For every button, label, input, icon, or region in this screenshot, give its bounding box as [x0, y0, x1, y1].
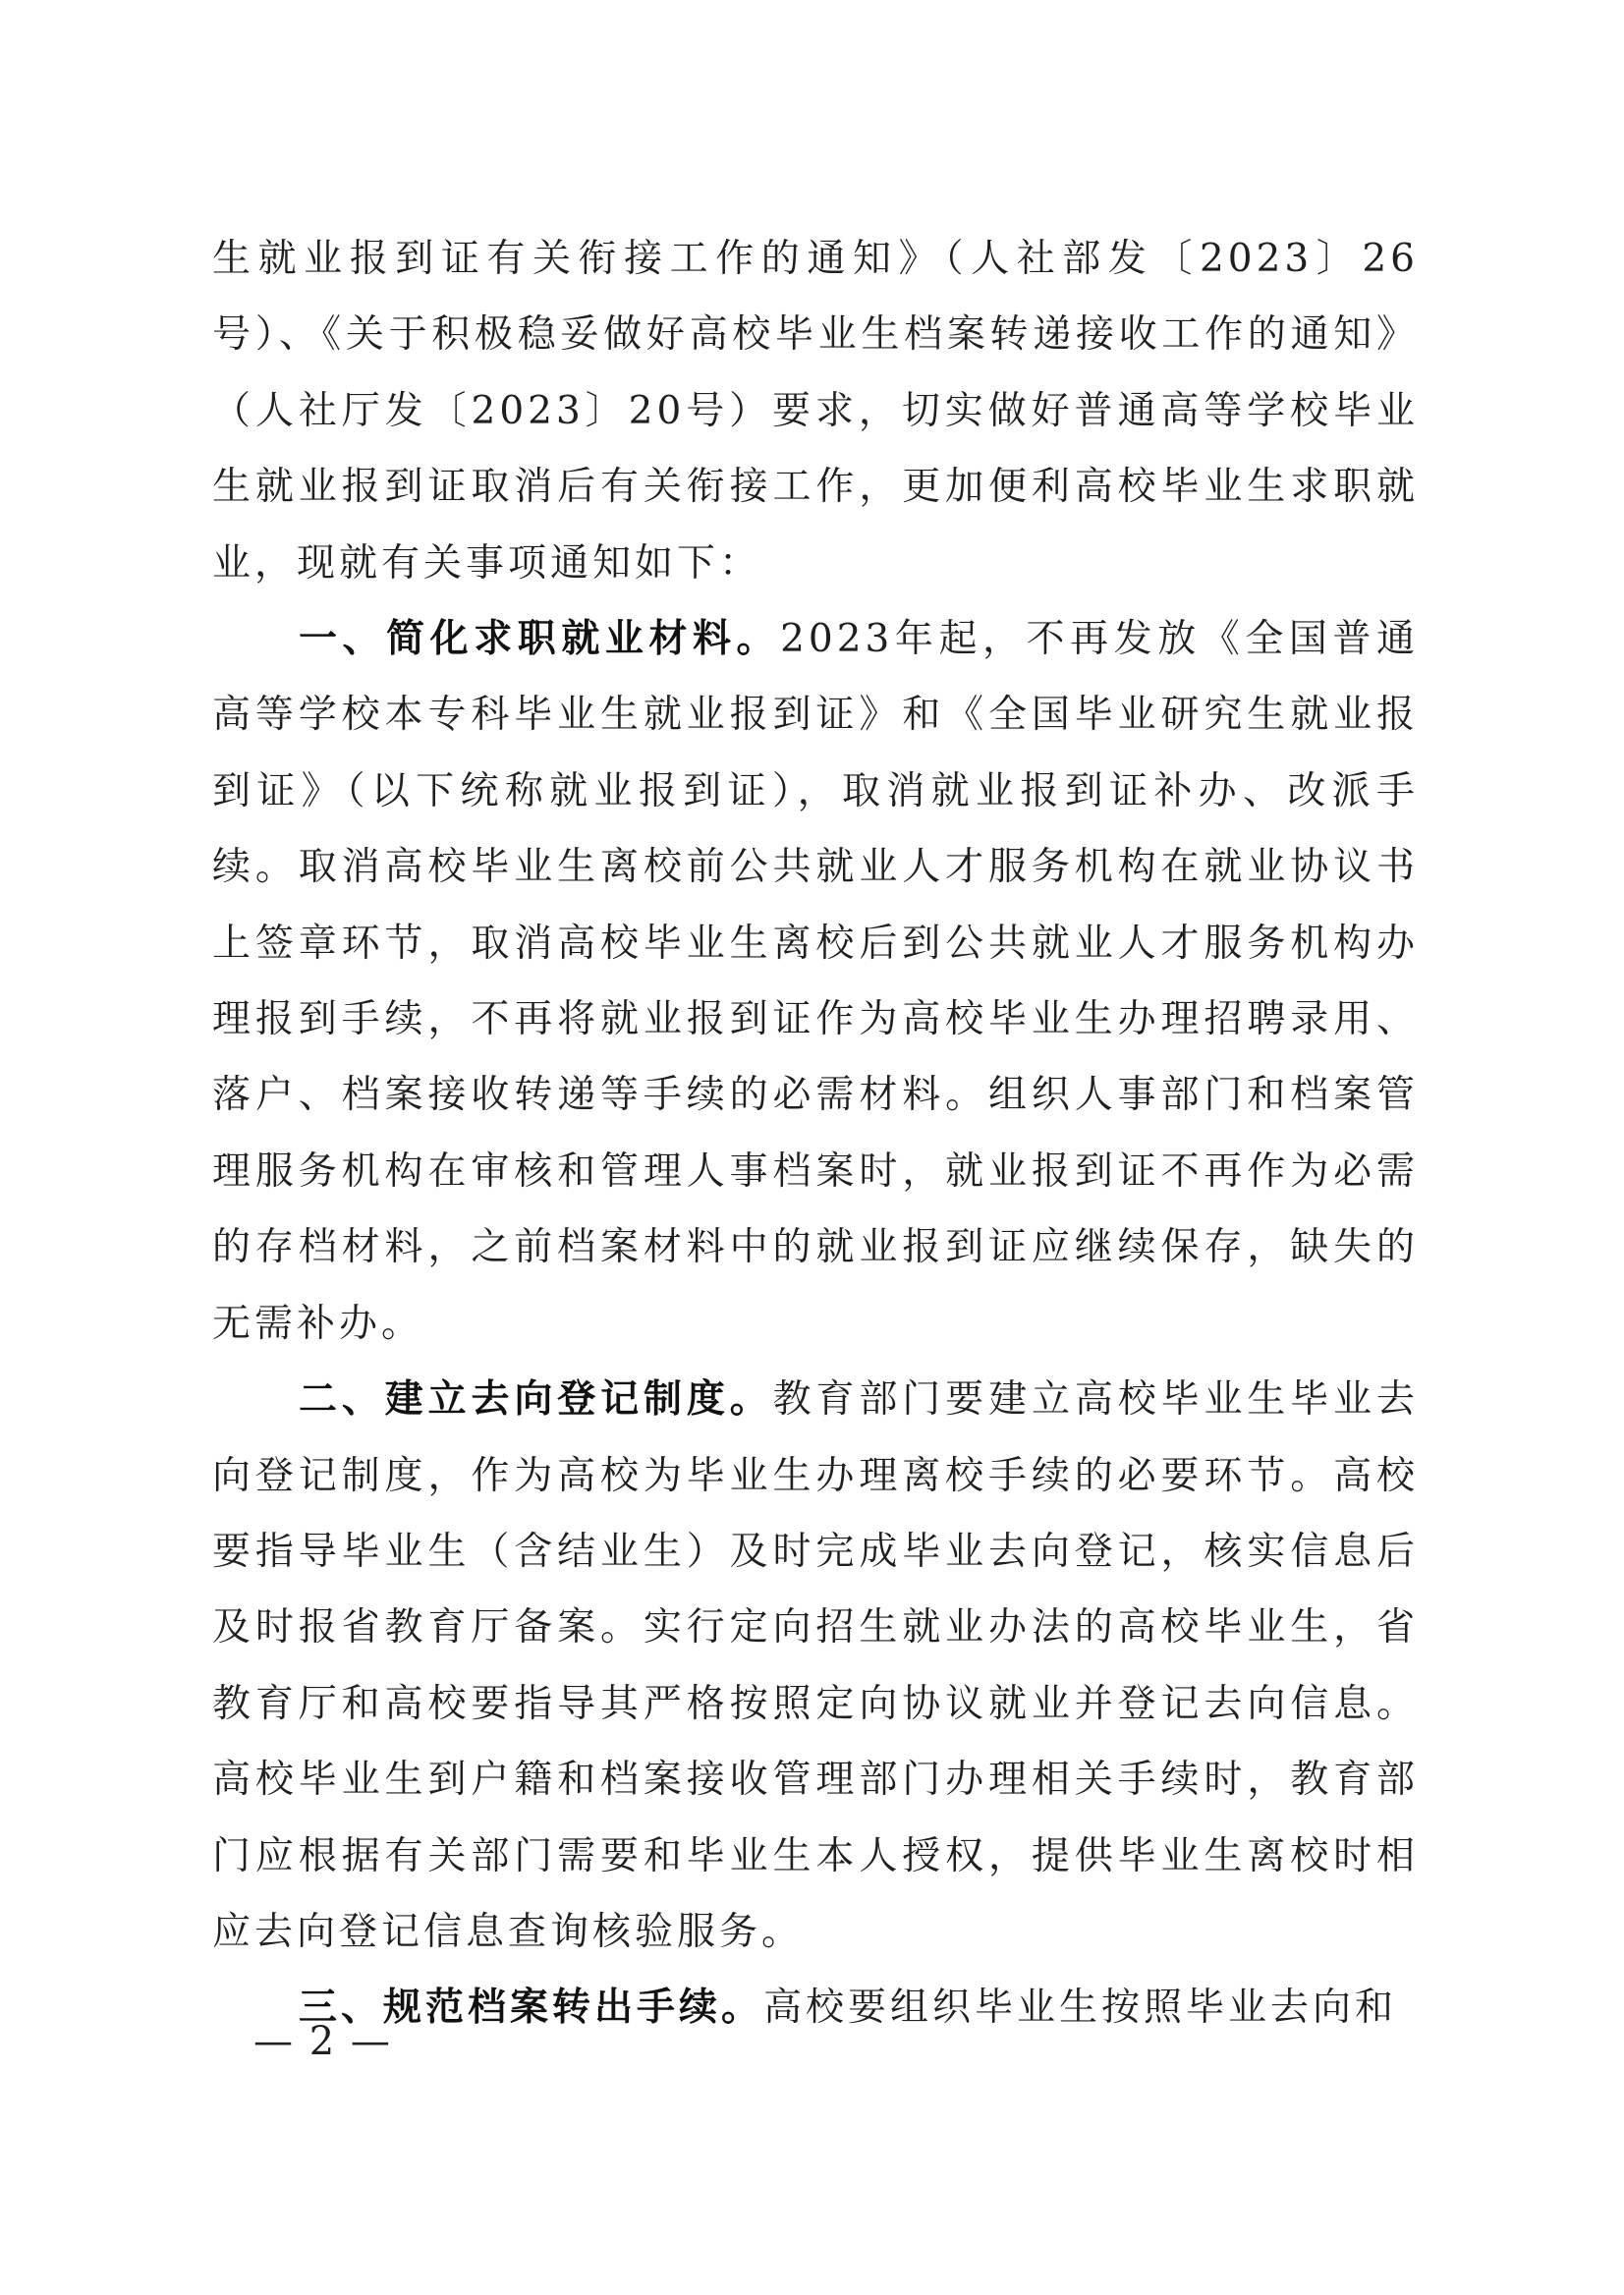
- section-3-heading: 三、规范档案转出手续。: [299, 1986, 764, 2031]
- document-body: [212, 221, 1419, 2046]
- section-2-text: 教育部门要建立高校毕业生毕业去向登记制度，作为高校为毕业生办理离校手续的必要环节。高校要指导毕业生（含结业生）及时完成毕业去向登记，核实信息后及时报省教育厅备案。实行定向招生就业办法的高校毕业生，省教育厅和高校要指导其严格按照定向协议就业并登记去向信息。高校毕业生到户籍和档案接收管理部门办理相关手续时，教育部门应根据有关部门需要和毕业生本人授权，提供毕业生离校时相应去向登记信息查询核验服务。: [212, 1377, 1419, 1954]
- section-1-heading: 一、简化求职就业材料。: [299, 617, 781, 662]
- section-2-heading: 二、建立去向登记制度。: [299, 1377, 773, 1423]
- section-3-text: 高校要组织毕业生按照毕业去向和: [763, 1986, 1398, 2031]
- intro-paragraph: 生就业报到证有关衔接工作的通知》（人社部发〔2023〕26号）、《关于积极稳妥做好高校毕业生档案转递接收工作的通知》（人社厅发〔2023〕20号）要求，切实做好普通高等学校毕业生就业报到证取消后有关衔接工作，更加便利高校毕业生求职就业，现就有关事项通知如下：: [212, 237, 1419, 586]
- page-number: — 2 —: [253, 2019, 392, 2064]
- section-1-text: 2023年起，不再发放《全国普通高等学校本专科毕业生就业报到证》和《全国毕业研究生就业报到证》（以下统称就业报到证），取消就业报到证补办、改派手续。取消高校毕业生离校前公共就业人才服务机构在就业协议书上签章环节，取消高校毕业生离校后到公共就业人才服务机构办理报到手续，不再将就业报到证作为高校毕业生办理招聘录用、落户、档案接收转递等手续的必需材料。组织人事部门和档案管理服务机构在审核和管理人事档案时，就业报到证不再作为必需的存档材料，之前档案材料中的就业报到证应继续保存，缺失的无需补办。: [212, 617, 1419, 1346]
- section-3-paragraph: [212, 1970, 1419, 2045]
- section-2-paragraph: [212, 1362, 1419, 1970]
- section-1-paragraph: [212, 601, 1419, 1362]
